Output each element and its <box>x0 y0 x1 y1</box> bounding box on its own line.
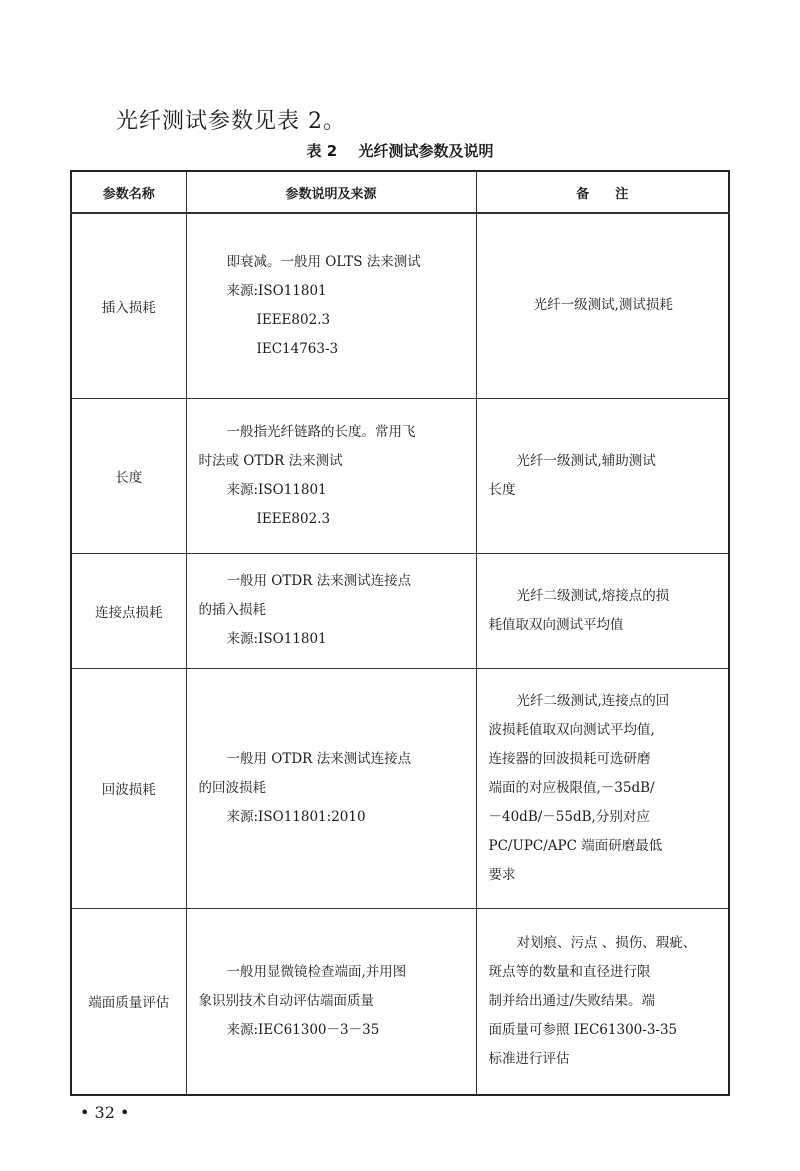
remark-line: 要求 <box>488 866 516 883</box>
header-description: 参数说明及来源 <box>186 171 476 213</box>
desc-line: 来源:ISO11801:2010 <box>226 808 366 825</box>
remark-line: 光纤二级测试,连接点的回 <box>516 692 670 709</box>
desc-line: 一般指光纤链路的长度。常用飞 <box>226 423 416 440</box>
desc-line: 时法或 OTDR 法来测试 <box>198 452 343 469</box>
desc-line: 来源:IEC61300－3－35 <box>226 1021 380 1038</box>
param-description <box>186 553 476 668</box>
desc-line: 一般用 OTDR 法来测试连接点 <box>226 750 412 767</box>
param-description <box>186 908 476 1095</box>
page-number: • 32 • <box>80 1103 130 1122</box>
parameter-table <box>70 170 730 1096</box>
param-remarks <box>476 398 729 553</box>
param-remarks <box>476 908 729 1095</box>
remark-line: 波损耗值取双向测试平均值, <box>488 721 655 738</box>
param-description <box>186 213 476 398</box>
desc-line: 一般用 OTDR 法来测试连接点 <box>226 573 412 589</box>
remark-line: 光纤一级测试,辅助测试 <box>516 452 656 469</box>
table-title: 光纤测试参数及说明 <box>358 142 494 160</box>
remark-line: 端面的对应极限值,－35dB/ <box>488 779 655 796</box>
remark-line: 对划痕、污点 、损伤、瑕疵、 <box>516 934 697 951</box>
remark-line: 光纤二级测试,熔接点的损 <box>516 587 670 604</box>
remark-line: 面质量可参照 IEC61300-3-35 <box>488 1021 678 1038</box>
param-description <box>186 398 476 553</box>
desc-line: 一般用显微镜检查端面,并用图 <box>226 963 407 980</box>
table-row <box>71 908 729 1095</box>
desc-line: 来源:ISO11801 <box>226 631 327 647</box>
desc-line: IEC14763-3 <box>256 340 339 357</box>
remark-line: 制并给出通过/失败结果。端 <box>488 992 656 1009</box>
param-name: 插入损耗 <box>71 213 186 398</box>
param-name: 端面质量评估 <box>71 908 186 1095</box>
param-name: 连接点损耗 <box>71 553 186 668</box>
table-header-row <box>71 171 729 213</box>
remark-line: PC/UPC/APC 端面研磨最低 <box>488 837 663 854</box>
header-name: 参数名称 <box>71 171 186 213</box>
table-row <box>71 213 729 398</box>
param-remarks <box>476 668 729 908</box>
remark-line: 光纤一级测试,测试损耗 <box>533 297 673 314</box>
table-row <box>71 398 729 553</box>
table-caption <box>0 140 800 161</box>
param-description <box>186 668 476 908</box>
param-name: 长度 <box>71 398 186 553</box>
table-row <box>71 668 729 908</box>
param-remarks <box>476 553 729 668</box>
param-remarks <box>476 213 729 398</box>
header-remarks: 备 注 <box>476 171 729 213</box>
desc-line: 即衰减。一般用 OLTS 法来测试 <box>226 253 421 270</box>
desc-line: 来源:ISO11801 <box>226 481 327 498</box>
intro-paragraph: 光纤测试参数见表 2。 <box>116 109 346 134</box>
desc-line: 的插入损耗 <box>198 602 266 618</box>
desc-line: 来源:ISO11801 <box>226 282 327 299</box>
table-row <box>71 553 729 668</box>
remark-line: 连接器的回波损耗可选研磨 <box>488 750 651 767</box>
table-number: 表 2 <box>306 142 338 160</box>
desc-line: 象识别技术自动评估端面质量 <box>198 992 374 1009</box>
remark-line: 长度 <box>488 481 516 498</box>
desc-line: IEEE802.3 <box>256 510 331 527</box>
remark-line: －40dB/－55dB,分别对应 <box>488 808 650 825</box>
remark-line: 耗值取双向测试平均值 <box>488 616 624 633</box>
desc-line: IEEE802.3 <box>256 311 331 328</box>
remark-line: 标准进行评估 <box>488 1050 570 1067</box>
desc-line: 的回波损耗 <box>198 779 266 796</box>
param-name: 回波损耗 <box>71 668 186 908</box>
remark-line: 斑点等的数量和直径进行限 <box>488 963 651 980</box>
